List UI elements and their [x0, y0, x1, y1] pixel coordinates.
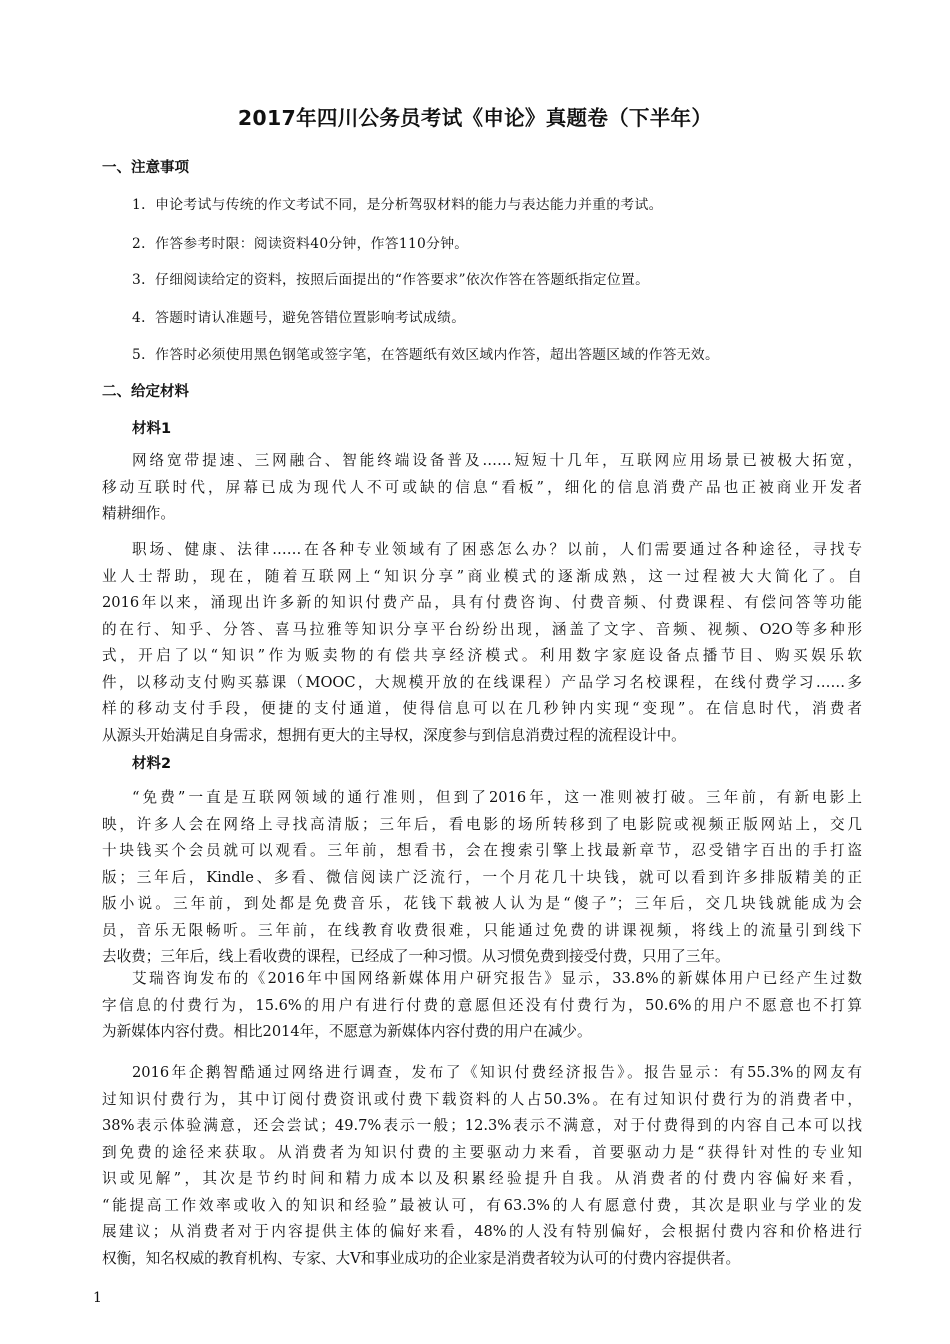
- paragraph-line: 为新媒体内容付费。相比2014年，不愿意为新媒体内容付费的用户在减少。: [102, 1023, 592, 1040]
- paragraph-line: 权衡，知名权威的教育机构、专家、大V和事业成功的企业家是消费者较为认可的付费内容提供者。: [102, 1249, 741, 1267]
- paragraph-line: 过知识付费行为，其中订阅付费资讯或付费下载资料的人占50.3%。在有过知识付费行为的消费者中，: [102, 1090, 862, 1108]
- paragraph-line: 展建议；从消费者对于内容提供主体的偏好来看，48%的人没有特别偏好，会根据付费内容和价格进行: [102, 1223, 862, 1240]
- paragraph-line: 艾瑞咨询发布的《2016年中国网络新媒体用户研究报告》显示，33.8%的新媒体用户已经产生过数: [132, 970, 862, 987]
- paragraph-line: 字信息的付费行为，15.6%的用户有进行付费的意愿但还没有付费行为，50.6%的用户不愿意也不打算: [102, 996, 862, 1014]
- notice-item-1: 1．申论考试与传统的作文考试不同，是分析驾驭材料的能力与表达能力并重的考试。: [132, 197, 663, 213]
- paragraph-line: 的在行、知乎、分答、喜马拉雅等知识分享平台纷纷出现，涵盖了文字、音频、视频、O2O等多种形: [102, 620, 862, 638]
- material-2-paragraph-1: [102, 785, 862, 971]
- notice-item-3: 3．仔细阅读给定的资料，按照后面提出的“作答要求”依次作答在答题纸指定位置。: [132, 272, 650, 288]
- paragraph-line: 职场、健康、法律……在各种专业领域有了困惑怎么办？以前，人们需要通过各种途径，寻找专: [132, 541, 862, 558]
- paragraph-line: 到免费的途径来获取。从消费者为知识付费的主要驱动力来看，首要驱动力是“获得针对性的专业知: [102, 1143, 862, 1161]
- paragraph-line: 员，音乐无限畅听。三年前，在线教育收费很难，只能通过免费的讲课视频，将线上的流量引到线下: [102, 921, 862, 939]
- material-1-paragraph-1: [102, 448, 862, 528]
- material-2-title: 材料2: [132, 756, 172, 772]
- page-number: 1: [93, 1290, 102, 1306]
- paragraph-line: 精耕细作。: [102, 505, 175, 522]
- paragraph-line: 识或见解”，其次是节约时间和精力成本以及积累经验提升自我。从消费者的付费内容偏好来看，: [102, 1170, 862, 1187]
- paragraph-line: 从源头开始满足自身需求，想拥有更大的主导权，深度参与到信息消费过程的流程设计中。: [102, 726, 686, 744]
- material-1-paragraph-2: [102, 537, 862, 749]
- paragraph-line: 版；三年后，Kindle、多看、微信阅读广泛流行，一个月花几十块钱，就可以看到许多排版精美的正: [102, 868, 862, 886]
- section-heading-materials: 二、给定材料: [102, 384, 189, 400]
- material-2-paragraph-3: [102, 1060, 862, 1272]
- document-title: 2017年四川公务员考试《申论》真题卷（下半年）: [237, 106, 713, 130]
- material-1-title: 材料1: [132, 421, 172, 437]
- paragraph-line: 十块钱买个会员就可以观看。三年前，想看书，会在搜索引擎上找最新章节，忍受错字百出的手打盗: [102, 842, 862, 859]
- paragraph-line: 网络宽带提速、三网融合、智能终端设备普及……短短十几年，互联网应用场景已被极大拓宽，: [132, 452, 862, 469]
- paragraph-line: “能提高工作效率或收入的知识和经验”最被认可，有63.3%的人有愿意付费，其次是职业与学业的发: [102, 1196, 862, 1214]
- notice-item-5: 5．作答时必须使用黑色钢笔或签字笔，在答题纸有效区域内作答，超出答题区域的作答无效。: [132, 347, 720, 363]
- notice-item-4: 4．答题时请认准题号，避免答错位置影响考试成绩。: [132, 310, 466, 326]
- paragraph-line: “免费”一直是互联网领域的通行准则，但到了2016年，这一准则被打破。三年前，有新电影上: [132, 789, 862, 806]
- paragraph-line: 2016年以来，涌现出许多新的知识付费产品，具有付费咨询、付费音频、付费课程、有偿问答等功能: [102, 594, 862, 611]
- notice-item-2: 2．作答参考时限：阅读资料40分钟，作答110分钟。: [132, 236, 469, 252]
- paragraph-line: 版小说。三年前，到处都是免费音乐，花钱下载被人认为是“傻子”；三年后，交几块钱就能成为会: [102, 895, 862, 912]
- material-2-paragraph-2: [102, 966, 862, 1046]
- paragraph-line: 38%表示体验满意，还会尝试；49.7%表示一般；12.3%表示不满意，对于付费得到的内容自己本可以找: [102, 1117, 862, 1134]
- paragraph-line: 业人士帮助，现在，随着互联网上“知识分享”商业模式的逐渐成熟，这一过程被大大简化了。自: [102, 567, 862, 585]
- paragraph-line: 去收费；三年后，线上看收费的课程，已经成了一种习惯。从习惯免费到接受付费，只用了三年。: [102, 948, 730, 965]
- paragraph-line: 样的移动支付手段，便捷的支付通道，使得信息可以在几秒钟内实现“变现”。在信息时代，消费者: [102, 700, 862, 717]
- paragraph-line: 件，以移动支付购买慕课（MOOC，大规模开放的在线课程）产品学习名校课程，在线付费学习……多: [102, 673, 862, 691]
- section-heading-notes: 一、注意事项: [102, 160, 189, 176]
- paragraph-line: 式，开启了以“知识”作为贩卖物的有偿共享经济模式。利用数字家庭设备点播节目、购买娱乐软: [102, 647, 862, 664]
- paragraph-line: 2016年企鹅智酷通过网络进行调查，发布了《知识付费经济报告》。报告显示：有55.3%的网友有: [132, 1064, 862, 1081]
- paragraph-line: 移动互联时代，屏幕已成为现代人不可或缺的信息“看板”，细化的信息消费产品也正被商业开发者: [102, 478, 862, 496]
- paragraph-line: 映，许多人会在网络上寻找高清版；三年后，看电影的场所转移到了电影院或视频正版网站上，交几: [102, 815, 862, 833]
